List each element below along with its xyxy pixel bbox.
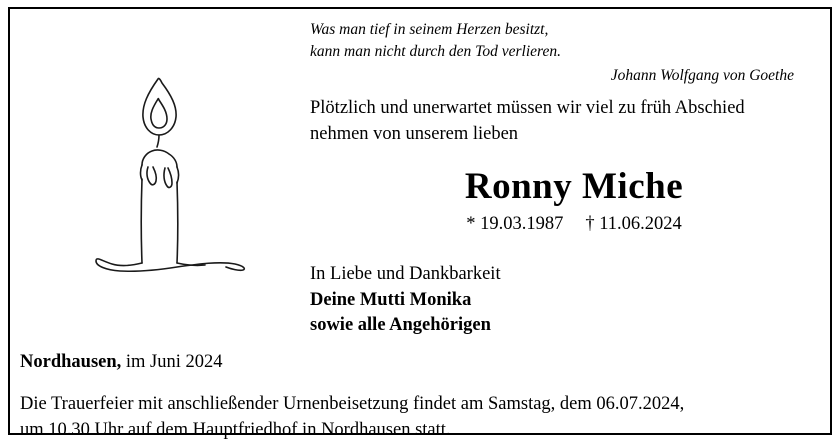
quote-line-1: Was man tief in seinem Herzen besitzt,	[310, 21, 549, 38]
candle-illustration	[30, 27, 280, 277]
obituary-frame	[8, 7, 832, 441]
birth-date: * 19.03.1987	[466, 213, 564, 234]
place-line	[20, 352, 820, 373]
life-dates	[310, 214, 838, 235]
family-line-3: sowie alle Angehörigen	[310, 315, 491, 336]
ceremony-block	[20, 391, 825, 444]
deceased-name: Ronny Miche	[464, 166, 684, 207]
place-city: Nordhausen,	[20, 352, 122, 372]
intro-line-1: Plötzlich und unerwartet müssen wir viel zu früh Abschied	[310, 98, 745, 118]
quote-line-2: kann man nicht durch den Tod verlieren.	[310, 43, 561, 61]
place-date: im Juni 2024	[125, 352, 223, 372]
name-block	[310, 167, 838, 235]
ceremony-line-2: um 10.30 Uhr auf dem Hauptfriedhof in Nordhausen statt.	[20, 420, 451, 441]
family-line-2: Deine Mutti Monika	[310, 289, 472, 310]
ceremony-line-1: Die Trauerfeier mit anschließender Urnenbeisetzung findet am Samstag, dem 06.07.2024,	[20, 394, 685, 414]
intro-block	[310, 95, 838, 148]
intro-line-2: nehmen von unserem lieben	[310, 124, 519, 145]
death-date: † 11.06.2024	[585, 213, 682, 234]
candle-line-drawing-icon	[30, 27, 280, 277]
family-block	[310, 262, 838, 339]
quote-block	[310, 19, 830, 87]
family-line-1: In Liebe und Dankbarkeit	[310, 264, 501, 284]
quote-author: Johann Wolfgang von Goethe	[610, 66, 794, 84]
